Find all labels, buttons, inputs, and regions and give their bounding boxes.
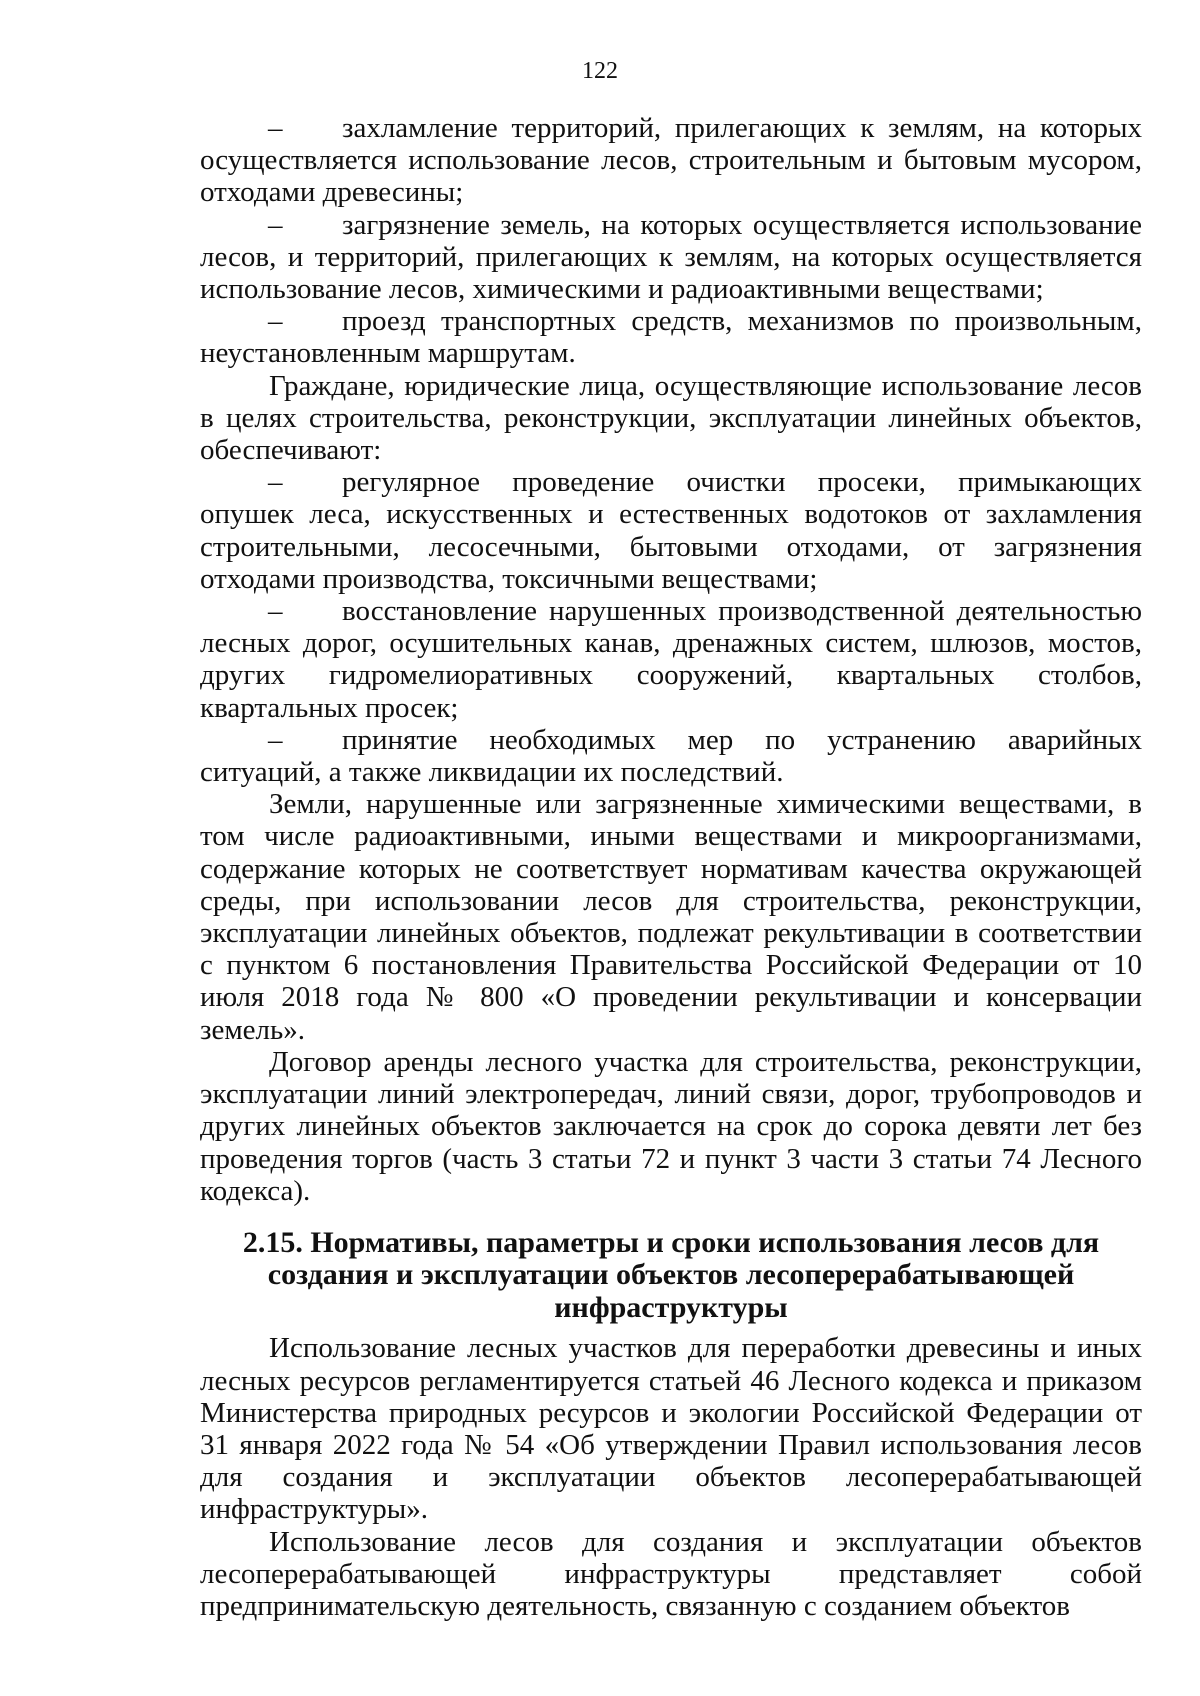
dash-marker: – bbox=[268, 112, 283, 144]
dash-marker: – bbox=[268, 595, 283, 628]
bullet-item bbox=[200, 595, 1142, 724]
bullet-text: захламление территорий, прилегающих к землям, на которых осуществляется использование лесов, строительным и бытовым мусором, отходами древесины; bbox=[200, 112, 1142, 209]
paragraph: Граждане, юридические лица, осуществляющие использование лесов в целях строительства, реконструкции, эксплуатации линейных объектов, обеспечивают: bbox=[200, 369, 1142, 467]
paragraph: Использование лесов для создания и эксплуатации объектов лесоперерабатывающей инфраструктуры представляет собой предпринимательскую деятельность, связанную с созданием объектов bbox=[200, 1525, 1142, 1623]
page-content bbox=[200, 112, 1142, 1622]
bullet-item bbox=[200, 305, 1142, 369]
paragraph: Договор аренды лесного участка для строительства, реконструкции, эксплуатации линий электропередач, линий связи, дорог, трубопроводов и других линейных объектов заключается на срок до сорока девяти лет без проведения торгов (часть 3 статьи 72 и пункт 3 части 3 статьи 74 Лесного кодекса). bbox=[200, 1045, 1142, 1207]
bullet-text: восстановление нарушенных производственной деятельностью лесных дорог, осушительных канав, дренажных систем, шлюзов, мостов, других гидромелиоративных сооружений, квартальных столбов, квартальных просек; bbox=[200, 595, 1142, 724]
bullet-text: загрязнение земель, на которых осуществляется использование лесов, и территорий, прилегающих к землям, на которых осуществляется использование лесов, химическими и радиоактивными веществами; bbox=[200, 208, 1142, 306]
section-heading: 2.15. Нормативы, параметры и сроки использования лесов для создания и эксплуатации объектов лесоперерабатывающей инфраструктуры bbox=[242, 1225, 1100, 1324]
bullet-text: регулярное проведение очистки просеки, примыкающих опушек леса, искусственных и естественных водотоков от захламления строительными, лесосечными, бытовыми отходами, от загрязнения отходами производства, токсичными веществами; bbox=[200, 466, 1142, 595]
bullet-item bbox=[200, 112, 1142, 209]
bullet-item bbox=[200, 466, 1142, 595]
bullet-text: проезд транспортных средств, механизмов по произвольным, неустановленным маршрутам. bbox=[200, 305, 1142, 370]
dash-marker: – bbox=[268, 723, 283, 756]
page-number: 122 bbox=[582, 58, 618, 84]
dash-marker: – bbox=[268, 305, 283, 338]
bullet-item bbox=[200, 724, 1142, 788]
bullet-text: принятие необходимых мер по устранению аварийных ситуаций, а также ликвидации их последствий. bbox=[200, 723, 1142, 789]
paragraph: Земли, нарушенные или загрязненные химическими веществами, в том числе радиоактивными, иными веществами и микроорганизмами, содержание которых не соответствует нормативам качества окружающей среды, при использовании лесов для строительства, реконструкции, эксплуатации линейных объектов, подлежат рекультивации в соответствии с пунктом 6 постановления Правительства Российской Федерации от 10 июля 2018 года № 800 «О проведении рекультивации и консервации земель». bbox=[200, 788, 1142, 1046]
bullet-item bbox=[200, 209, 1142, 306]
dash-marker: – bbox=[268, 466, 283, 499]
dash-marker: – bbox=[268, 208, 283, 241]
paragraph: Использование лесных участков для переработки древесины и иных лесных ресурсов регламентируется статьей 46 Лесного кодекса и приказом Министерства природных ресурсов и экологии Российской Федерации от 31 января 2022 года № 54 «Об утверждении Правил использования лесов для создания и эксплуатации объектов лесоперерабатывающей инфраструктуры». bbox=[200, 1332, 1142, 1526]
